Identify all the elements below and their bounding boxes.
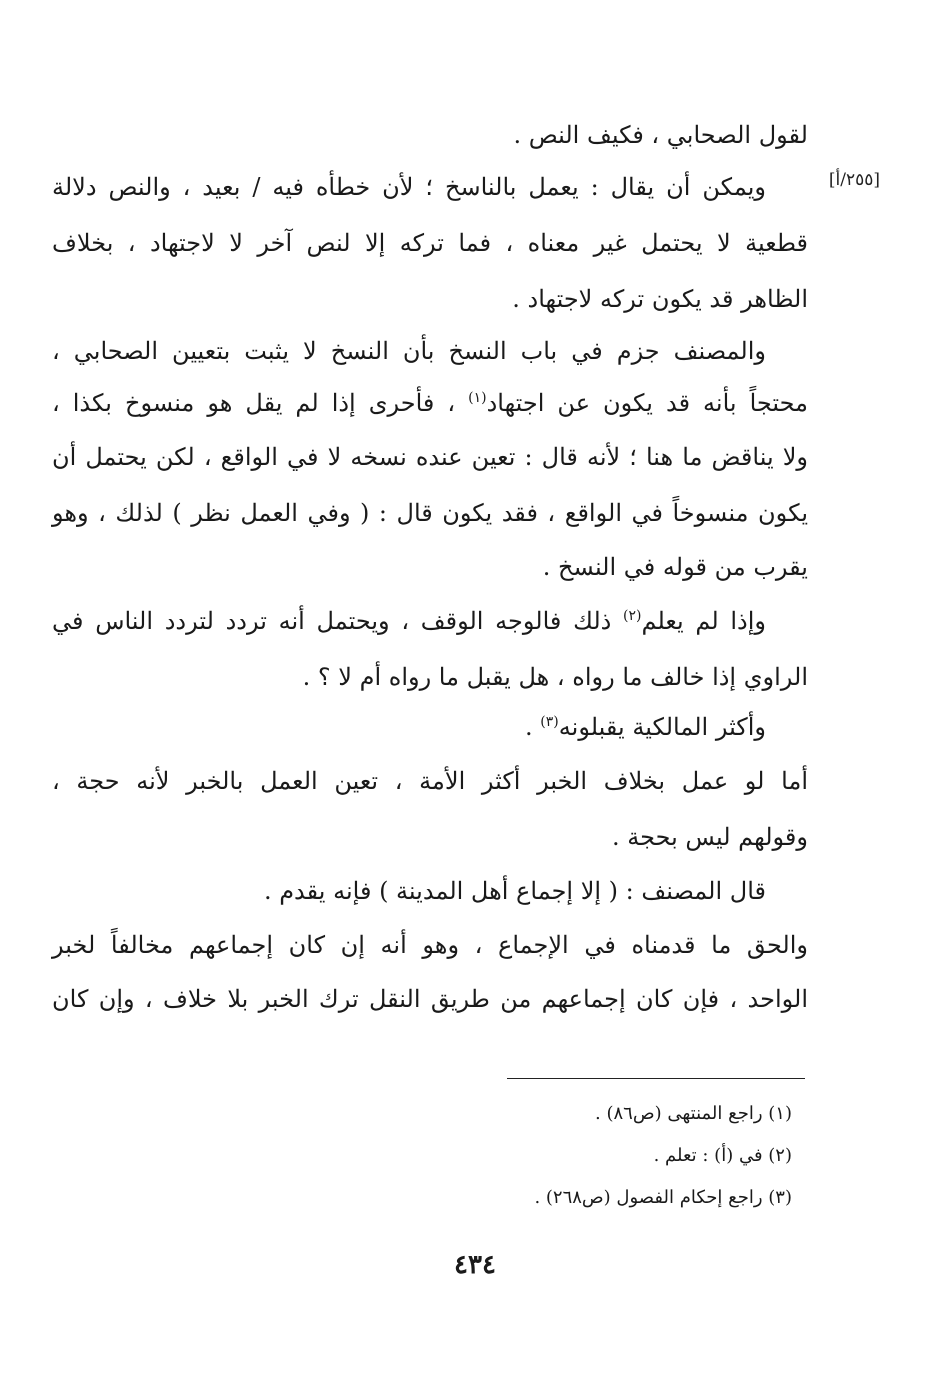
text-line: والمصنف جزم في باب النسخ بأن النسخ لا يثبت بتعيين الصحابي ، [52,337,767,365]
text-segment: وإذا لم يعلم [641,607,766,635]
footnote: (١) راجع المنتهى (ص٨٦) . [595,1103,792,1124]
footnote-ref: (١) [468,390,487,406]
text-line: ولا يناقض ما هنا ؛ لأنه قال : تعين عنده نسخه لا في الواقع ، لكن يحتمل أن [52,443,808,471]
footnote: (٢) في (أ) : تعلم . [653,1145,792,1166]
footnote: (٣) راجع إحكام الفصول (ص٢٦٨) . [534,1187,792,1208]
text-segment: ، فأحرى إذا لم يقل هو منسوخ بكذا ، [52,389,469,417]
text-segment: وأكثر المالكية يقبلونه [558,713,766,741]
text-line: يقرب من قوله في النسخ . [542,553,808,581]
text-segment: ذلك فالوجه الوقف ، ويحتمل أنه تردد لتردد الناس في [52,607,624,635]
text-line: الواحد ، فإن كان إجماعهم من طريق النقل ترك الخبر بلا خلاف ، وإن كان [52,985,808,1013]
text-line [52,710,808,744]
text-line: الظاهر قد يكون تركه لاجتهاد . [512,285,808,313]
footnote-ref: (٣) [540,714,559,730]
footnote-ref: (٢) [623,608,642,624]
margin-folio-note: [٢٥٥/أ] [828,170,880,190]
text-line [52,604,808,638]
text-line [52,386,808,420]
text-line: والحق ما قدمناه في الإجماع ، وهو أنه إن كان إجماعهم مخالفاً لخبر [52,931,808,959]
text-line: قال المصنف : ( إلا إجماع أهل المدينة ) فإنه يقدم . [263,877,766,905]
page-number: ٤٣٤ [454,1250,496,1280]
text-line: وقولهم ليس بحجة . [611,823,808,851]
text-line: قطعية لا يحتمل غير معناه ، فما تركه إلا لنص آخر لا لاجتهاد ، بخلاف [52,229,808,257]
text-line: يكون منسوخاً في الواقع ، فقد يكون قال : ( وفي العمل نظر ) لذلك ، وهو [52,499,808,527]
text-line: لقول الصحابي ، فكيف النص . [513,121,808,149]
text-line: الراوي إذا خالف ما رواه ، هل يقبل ما رواه أم لا ؟ . [302,663,808,691]
text-line: أما لو عمل بخلاف الخبر أكثر الأمة ، تعين العمل بالخبر لأنه حجة ، [52,767,808,795]
text-segment: . [525,713,541,741]
footnote-separator [507,1078,805,1079]
text-line: ويمكن أن يقال : يعمل بالناسخ ؛ لأن خطأه فيه / بعيد ، والنص دلالة [52,173,766,201]
text-segment: محتجاً بأنه قد يكون عن اجتهاد [486,389,808,417]
